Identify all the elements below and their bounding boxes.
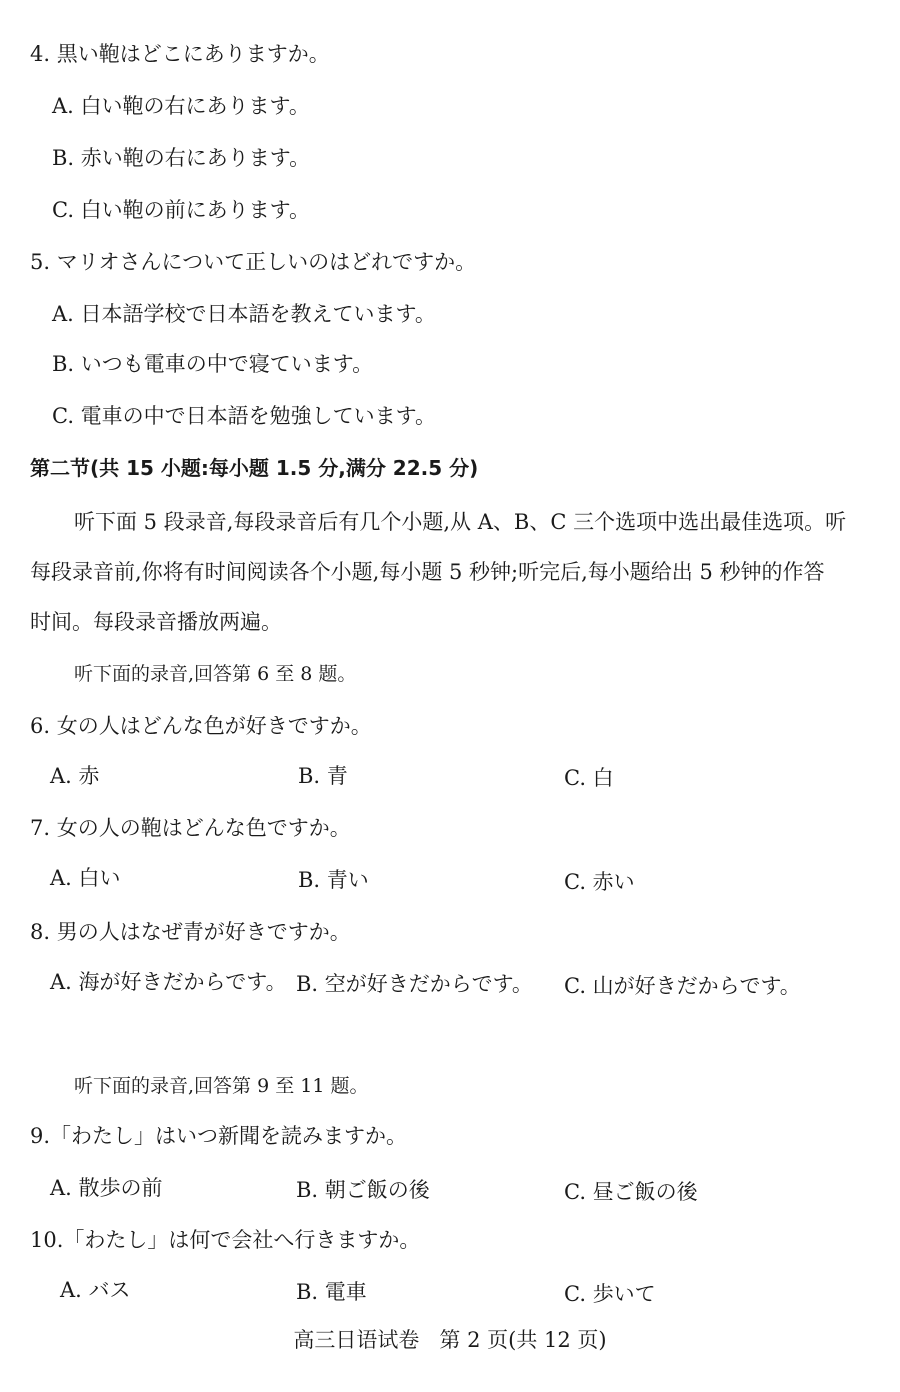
question-8-option-b: B. 空が好きだからです。 [296,972,533,996]
question-8-option-a: A. 海が好きだからです。 [50,970,287,994]
question-5-stem: 5. マリオさんについて正しいのはどれですか。 [30,250,477,274]
question-10-option-a: A. バス [60,1278,131,1302]
question-10-option-c: C. 歩いて [564,1282,656,1306]
group-2-instruction: 听下面的录音,回答第 9 至 11 题。 [74,1075,369,1097]
question-7-option-a: A. 白い [50,866,121,890]
question-5-option-c: C. 電車の中で日本語を勉強しています。 [52,404,436,428]
question-5-option-b: B. いつも電車の中で寝ています。 [52,352,374,376]
question-7-option-b: B. 青い [298,868,369,892]
question-10-stem: 10.「わたし」は何で会社へ行きますか。 [30,1228,421,1252]
question-9-option-b: B. 朝ご飯の後 [296,1178,430,1202]
question-6-option-b: B. 青 [298,764,348,788]
section-2-instruction-line-1: 听下面 5 段录音,每段录音后有几个小题,从 A、B、C 三个选项中选出最佳选项。听 [74,510,847,534]
question-9-option-a: A. 散歩の前 [50,1176,163,1200]
question-4-option-c: C. 白い鞄の前にあります。 [52,198,310,222]
group-1-instruction: 听下面的录音,回答第 6 至 8 题。 [74,663,357,685]
question-8-option-c: C. 山が好きだからです。 [564,974,801,998]
question-7-stem: 7. 女の人の鞄はどんな色ですか。 [30,816,351,840]
question-9-stem: 9.「わたし」はいつ新聞を読みますか。 [30,1124,408,1148]
question-6-option-a: A. 赤 [50,764,100,788]
section-2-instruction-line-3: 时间。每段录音播放两遍。 [30,610,282,634]
section-2-instruction-line-2: 每段录音前,你将有时间阅读各个小题,每小题 5 秒钟;听完后,每小题给出 5 秒钟的作答 [30,560,825,584]
question-4-option-b: B. 赤い鞄の右にあります。 [52,146,311,170]
question-10-option-b: B. 電車 [296,1280,367,1304]
page-footer: 高三日语试卷 第 2 页(共 12 页) [293,1328,607,1352]
question-7-option-c: C. 赤い [564,870,635,894]
question-6-option-c: C. 白 [564,766,614,790]
question-4-option-a: A. 白い鞄の右にあります。 [52,94,310,118]
question-6-stem: 6. 女の人はどんな色が好きですか。 [30,714,372,738]
question-5-option-a: A. 日本語学校で日本語を教えています。 [52,302,436,326]
section-2-heading: 第二节(共 15 小题:每小题 1.5 分,满分 22.5 分) [30,456,479,480]
question-9-option-c: C. 昼ご飯の後 [564,1180,698,1204]
question-4-stem: 4. 黒い鞄はどこにありますか。 [30,42,330,66]
question-8-stem: 8. 男の人はなぜ青が好きですか。 [30,920,351,944]
